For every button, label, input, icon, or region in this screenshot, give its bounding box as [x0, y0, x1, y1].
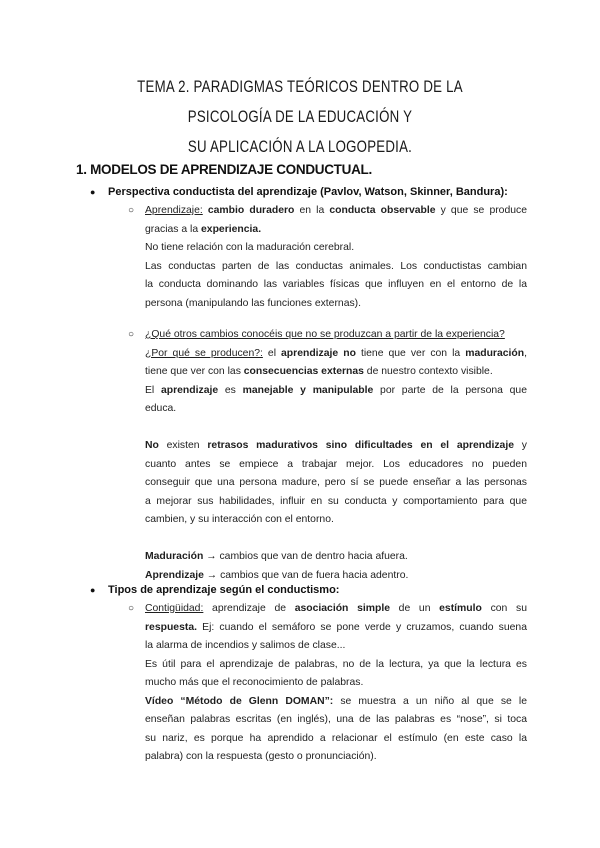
text-line: ¿Qué otros cambios conocéis que no se produzcan a partir de la experiencia?: [145, 329, 505, 340]
text-line: a mejorar sus habilidades, influir en su conducta y comportamiento para que: [145, 495, 527, 507]
text-line: su nariz, es porque ha aprendido a relacionar el estímulo (en este caso la: [145, 732, 527, 744]
title-line-1: TEMA 2. PARADIGMAS TEÓRICOS DENTRO DE LA PSICOLOGÍA DE LA EDUCACIÓN Y: [137, 77, 463, 126]
text-line: respuesta. Ej: cuando el semáforo se pone verde y cruzamos, cuando suena: [145, 621, 527, 633]
circle-bullet-icon: ○: [128, 603, 135, 614]
item-aprendizaje: [145, 202, 527, 313]
document-title: [97, 72, 503, 162]
text-line: palabra) con la respuesta (gesto o pronunciación).: [145, 751, 377, 762]
text-line: El aprendizaje es manejable y manipulable por parte de la persona que: [145, 384, 527, 396]
text-line: Contigüidad: aprendizaje de asociación simple de un estímulo con su: [145, 603, 527, 614]
section-heading: 1. MODELOS DE APRENDIZAJE CONDUCTUAL.: [76, 162, 372, 177]
text-line: Las conductas parten de las conductas animales. Los conductistas cambian: [145, 260, 527, 272]
bullet-text: Tipos de aprendizaje según el conductismo:: [108, 584, 340, 596]
text-line: No existen retrasos madurativos sino dificultades en el aprendizaje y: [145, 440, 527, 451]
text-line: Aprendizaje: cambio duradero en la conducta observable y que se produce: [145, 205, 527, 216]
text-line: la alarma de incendios y salimos de clase...: [145, 640, 346, 651]
bullet-text: Perspectiva conductista del aprendizaje (Pavlov, Watson, Skinner, Bandura):: [108, 186, 508, 198]
title-line-2: SU APLICACIÓN A LA LOGOPEDIA.: [187, 137, 413, 156]
text-line: la conducta dominando las variables físicas que influyen en el entorno de la: [145, 279, 527, 290]
text-line: tiene que ver con las consecuencias externas de nuestro contexto visible.: [145, 366, 493, 377]
text-line: Maduración → cambios que van de dentro hacia afuera.: [145, 551, 408, 562]
text-line: Vídeo “Método de Glenn DOMAN”: se muestra a un niño al que se le: [145, 695, 527, 707]
blank-line: [145, 419, 527, 438]
text-line: Es útil para el aprendizaje de palabras, no de la lectura, ya que la lectura es: [145, 658, 527, 670]
text-line: gracias a la experiencia.: [145, 223, 262, 235]
text-line: cuanto antes se empiece a trabajar mejor. Los educadores no pueden: [145, 458, 527, 470]
item-otros-cambios: [145, 326, 527, 585]
text-line: educa.: [145, 403, 177, 414]
blank-line: [145, 530, 527, 549]
circle-bullet-icon: ○: [128, 205, 135, 216]
text-line: mucho más que el reconocimiento de palabras.: [145, 677, 364, 688]
text-line: persona (manipulando las funciones externas).: [145, 297, 362, 309]
text-line: cambien, y su interacción con el entorno.: [145, 514, 334, 525]
text-line: Aprendizaje → cambios que van de fuera hacia adentro.: [145, 569, 409, 581]
text-line: ¿Por qué se producen?: el aprendizaje no tiene que ver con la maduración,: [145, 347, 527, 359]
item-contiguidad: [145, 600, 527, 767]
bullet-dot-icon: ●: [90, 585, 96, 595]
text-line: enseñan palabras escritas (en inglés), una de las palabras es “nose”, si toca: [145, 714, 527, 725]
circle-bullet-icon: ○: [128, 329, 135, 340]
text-line: No tiene relación con la maduración cerebral.: [145, 242, 355, 253]
text-line: conseguir que una persona madure, pero sí se puede enseñar a las personas: [145, 477, 527, 488]
bullet-dot-icon: ●: [90, 187, 96, 197]
